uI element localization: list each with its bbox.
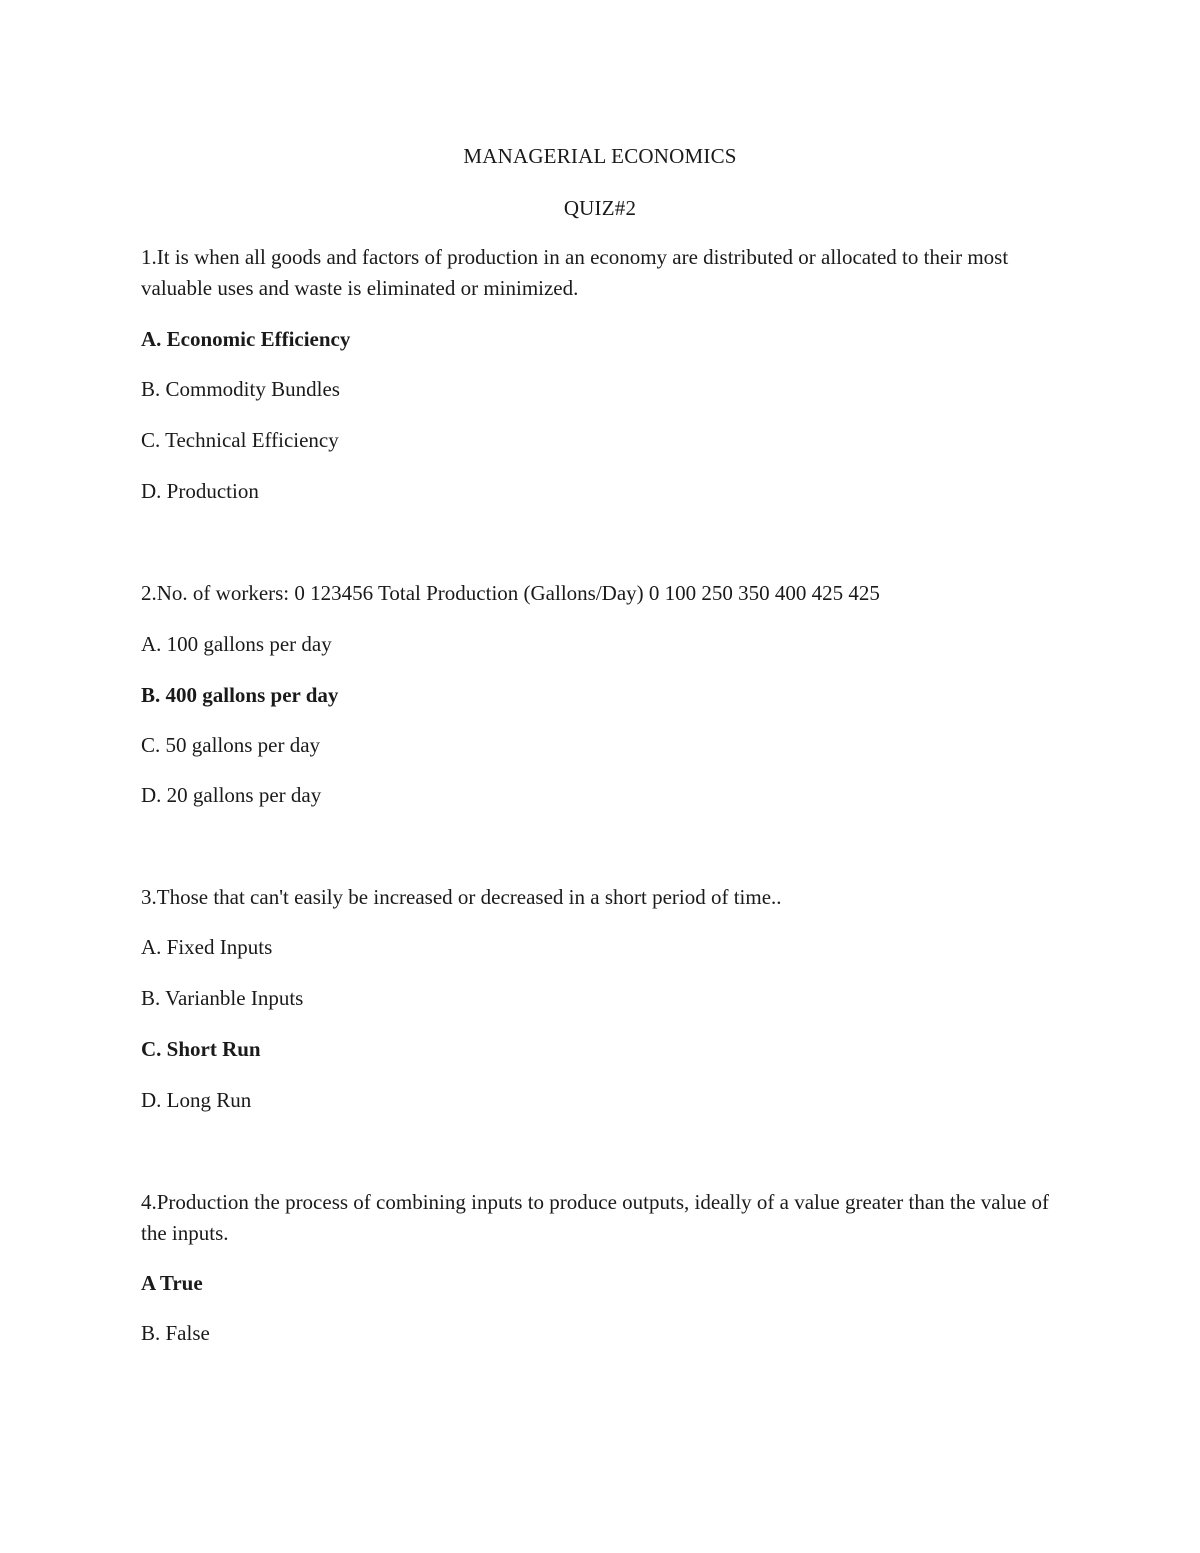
question-3-text: 3.Those that can't easily be increased or decreased in a short period of time.. — [141, 885, 782, 909]
question-3-option-b: B. Varianble Inputs — [141, 986, 304, 1010]
question-1-text: 1.It is when all goods and factors of production in an economy are distributed or allocated to their most valuable uses and waste is eliminated or minimized. — [141, 245, 1009, 300]
document-subtitle: QUIZ#2 — [563, 196, 637, 220]
question-1-option-c: C. Technical Efficiency — [141, 428, 339, 452]
question-4-option-b: B. False — [141, 1321, 210, 1345]
question-1-option-d: D. Production — [141, 479, 259, 503]
question-3-option-a: A. Fixed Inputs — [141, 935, 273, 959]
question-2-text: 2.No. of workers: 0 123456 Total Production (Gallons/Day) 0 100 250 350 400 425 425 — [141, 581, 880, 605]
document-title: MANAGERIAL ECONOMICS — [463, 144, 737, 168]
question-1-option-b: B. Commodity Bundles — [141, 377, 340, 401]
question-2-option-a: A. 100 gallons per day — [141, 632, 332, 656]
question-4-text: 4.Production the process of combining inputs to produce outputs, ideally of a value greater than the value of the inputs. — [141, 1190, 1050, 1245]
question-3-option-c: C. Short Run — [141, 1037, 261, 1061]
question-4-option-a: A True — [141, 1271, 203, 1295]
question-2-option-d: D. 20 gallons per day — [141, 783, 322, 807]
question-1-option-a: A. Economic Efficiency — [141, 327, 351, 351]
question-2-option-b: B. 400 gallons per day — [141, 683, 339, 707]
question-2-option-c: C. 50 gallons per day — [141, 733, 321, 757]
question-3-option-d: D. Long Run — [141, 1088, 252, 1112]
